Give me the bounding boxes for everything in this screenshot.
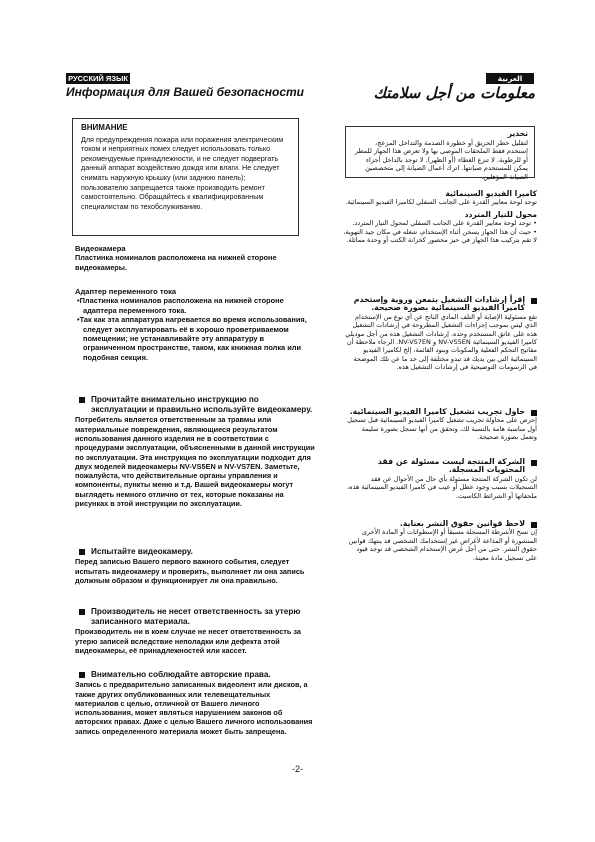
bullet-square-icon — [531, 298, 537, 304]
arabic-section-test-camera — [343, 408, 537, 442]
bullet-square-icon — [79, 672, 85, 678]
warning-text: Для предупреждения пожара или поражения электрическим током и неприятных помех следует использовать только рекомендуемые принадлежности, и не следует подвергать данный аппарат воздействию дождя или влаги. Не следует снимать наружную крышку (или заднюю панель); пользователю запрещается также производить ремонт самостоятельно. Обращайтесь к квалифицированным специалистам по техобслуживанию. — [81, 134, 284, 211]
arabic-section-manufacturer-liability — [343, 458, 537, 500]
adapter-section — [75, 287, 315, 362]
arabic-camera-text: توجد لوحة معايير القدرة على الجانب السفلي لكاميرا الفيديو السينمائية. — [345, 198, 537, 207]
section-read-instructions — [75, 395, 315, 508]
language-tab-russian: РУССКИЙ ЯЗЫК — [66, 73, 130, 84]
section-heading: Производитель не несет ответственность за утерю записанного материала. — [91, 607, 301, 627]
arabic-section-body: تقع مسئولية الإصابة أو التلف المادي الناتج عن أي نوع من الإستخدام الذي ليس بموجب إجراءات التشغيل المطروحة في إرشادات التشغيل هذه على عاتق المستخدم وحده. إرشادات التشغيل هذه من أجل موديلي كاميرا الفيديو السينمائية NV-VS5EN و NV-VS7EN. الرجاء ملاحظة أن مفاتيح التحكم الفعلية والمكونات وبنود القائمة، إلخ لكاميرا الفيديو السينمائية التي بين يديك قد تبدو مختلفة إلى حد ما عن تلك الموضحة في الرسومات التوضيحية في إرشادات التشغيل هذه. — [345, 312, 537, 372]
camera-title: Видеокамера — [75, 244, 126, 253]
bullet-square-icon — [531, 522, 537, 528]
bullet-square-icon — [531, 460, 537, 466]
arabic-camera-title: كاميرا الفيديو السينمائية — [445, 189, 537, 198]
camera-text: Пластинка номиналов расположена на нижней стороне видеокамеры. — [75, 253, 277, 272]
section-heading: Внимательно соблюдайте авторские права. — [91, 670, 271, 679]
arabic-camera-section — [343, 190, 537, 244]
arabic-warning-box — [345, 126, 535, 181]
bullet-square-icon — [79, 609, 85, 615]
bullet-square-icon — [79, 397, 85, 403]
adapter-bullet-2: •Так как эта аппаратура нагревается во время использования, следует эксплуатировать её в хорошо проветриваемом помещении; не устанавливайте эту аппаратуру в ограниченном пространстве, таком, как книжная полка или подобная секция. — [77, 315, 307, 362]
arabic-section-heading: لاحظ قوانين حقوق النشر بعناية. — [399, 519, 525, 528]
section-heading: Прочитайте внимательно инструкцию по эксплуатации и правильно используйте видеокамеру. — [91, 395, 313, 415]
arabic-adapter-title: محول للتيار المتردد — [464, 209, 537, 219]
adapter-bullet-1: •Пластинка номиналов расположена на нижней стороне адаптера переменного тока. — [77, 296, 284, 315]
arabic-adapter-bullet-1: • توجد لوحة معايير القدرة على الجانب السفلي لمحول التيار المتردد. — [352, 219, 537, 228]
arabic-section-heading: إقرأ إرشادات التشغيل بتمعن وروية وإستخدم كاميرا الفيديو السينمائية بصورة صحيحة. — [353, 295, 525, 313]
bullet-square-icon — [531, 410, 537, 416]
section-copyright — [75, 670, 315, 736]
page-title-arabic: معلومات من أجل سلامتك — [373, 84, 535, 102]
page-number: -2- — [292, 764, 303, 774]
arabic-section-heading: حاول تجريب تشغيل كاميرا الفيديو السينمائية. — [349, 407, 525, 416]
section-body: Перед записью Вашего первого важного события, следует испытать видеокамеру и проверить, выполняет ли она запись должным образом и функционирует ли она правильно. — [75, 557, 305, 585]
page-title-russian: Информация для Вашей безопасности — [66, 85, 304, 99]
section-body: Потребитель является ответственным за травмы или материальные повреждения, являющиеся результатом использования данного изделия не в соответствии с процедурами эксплуатации, объясненными в данной инструкции по эксплуатации. Эта инструкция по эксплуатации подходит для двух моделей видеокамеры NV-VS5EN и NV-VS7EN. Заметьте, пожалуйста, что действительные органы управления и компоненты, пункты меню и т.д. Вашей видеокамеры могут выглядеть немного отлично от тех, которые показаны на рисунках в этой инструкции по эксплуатации. — [75, 415, 315, 509]
section-manufacturer-liability — [75, 607, 315, 655]
warning-box — [72, 118, 299, 236]
arabic-section-body: إحرص على محاولة تجريب تشغيل كاميرا الفيديو السينمائية قبل تسجيل أول مناسبة هامة بالنسبة لك، وتحقق من أنها تسجل بصورة سليمة وتعمل بصورة صحيحة. — [347, 416, 537, 442]
arabic-section-body: إن نسخ الأشرطة المسجلة مسبقاً أو الإسطوانات أو المادة الأخرى المنشورة أو المذاعة لأغراض غير إستخدامك الشخصي قد ينتهك قوانين حقوق النشر. حتى من أجل غرض الإستخدام الشخصي قد توجد قيود على تسجيل مادة معينة. — [348, 528, 537, 562]
section-body: Производитель ни в коем случае не несет ответственность за утерю записей вследствие неполадки или дефекта этой видеокамеры, её принадлежностей или кассет. — [75, 627, 301, 655]
warning-title: ВНИМАНИЕ — [81, 123, 128, 132]
arabic-adapter-bullet-2: • حيث أن هذا الجهاز يسخن أثناء الإستخدام، شغله في مكان جيد التهوية، لا تقم بتركيب هذا الجهاز في حيز محصور كخزانة الكتب أو وحدة مماثلة. — [343, 227, 537, 245]
section-heading: Испытайте видеокамеру. — [91, 547, 193, 556]
language-tab-arabic: العربية — [486, 73, 534, 84]
section-body: Запись с предварительно записанных видеолент или дисков, а также других опубликованных или телевещательных материалов с целью, отличной от Вашего личного использования, может являться нарушением законов об авторских правах. Даже с целью Вашего личного использования запись определенного материала может быть запрещена. — [75, 680, 313, 736]
arabic-section-heading: الشركة المنتجة ليست مسئولة عن فقد المحتويات المسجلة. — [377, 457, 525, 475]
arabic-warning-text: لتقليل خطر الحريق أو خطورة الصدمة والتداخل المزعج، إستخدم فقط الملحقات الموصى بها ولا تعرض هذا الجهاز للمطر أو للرطوبة. لا تنزع الغطاء (أو الظهر). لا توجد بالداخل أجزاء يمكن للمستخدم صيانتها. اترك أعمال الصيانة إلى متخصصين الصيانة المؤهلين. — [354, 138, 528, 181]
arabic-warning-title: تحذير — [507, 129, 528, 138]
arabic-section-copyright — [343, 520, 537, 562]
bullet-square-icon — [79, 549, 85, 555]
arabic-section-body: لن تكون الشركة المنتجة مسئولة بأي حال من الأحوال عن فقد التسجيلات بسبب وجود عطل أو عيب في كاميرا الفيديو السينمائية هذه، ملحقاتها أو الشرائط الكاسيت. — [347, 474, 537, 500]
section-test-camera — [75, 547, 315, 585]
arabic-section-read-instructions — [343, 296, 537, 372]
camera-section — [75, 244, 315, 272]
adapter-title: Адаптер переменного тока — [75, 287, 177, 296]
